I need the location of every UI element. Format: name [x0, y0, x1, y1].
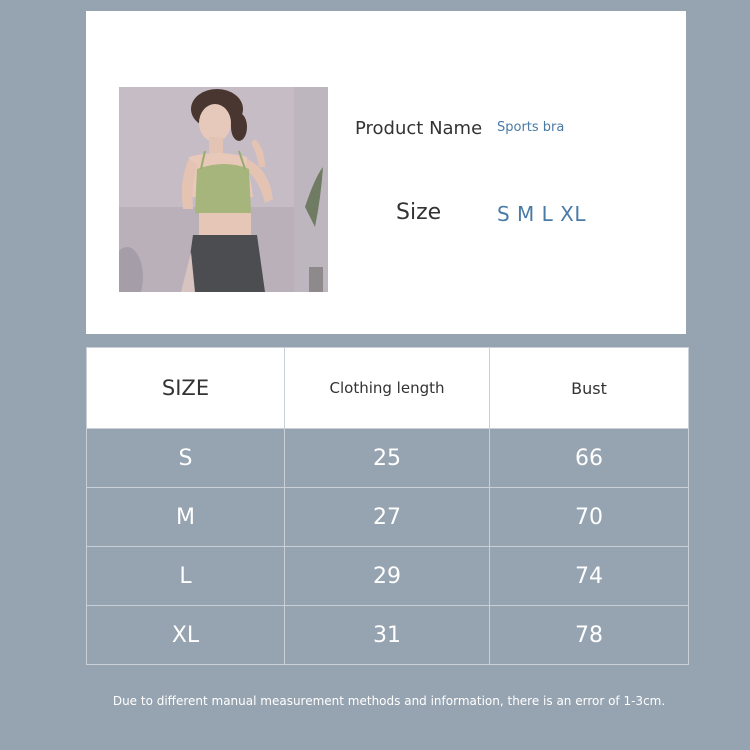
- table-row: [87, 488, 689, 547]
- cell-clothing-length: 27: [285, 488, 490, 547]
- cell-size: XL: [87, 606, 285, 665]
- size-label: Size: [396, 200, 442, 225]
- product-photo-illustration: [119, 87, 328, 292]
- table-row: [87, 606, 689, 665]
- product-name-value: Sports bra: [497, 120, 565, 135]
- size-options-value: S M L XL: [497, 202, 587, 226]
- table-row: [87, 547, 689, 606]
- cell-size: L: [87, 547, 285, 606]
- product-name-label: Product Name: [355, 118, 483, 139]
- size-chart-table: [86, 347, 689, 665]
- cell-size: S: [87, 429, 285, 488]
- size-chart-header-row: [87, 348, 689, 429]
- cell-clothing-length: 25: [285, 429, 490, 488]
- measurement-note: Due to different manual measurement methods and information, there is an error of 1-3cm.: [112, 694, 666, 708]
- cell-bust: 74: [490, 547, 689, 606]
- cell-bust: 78: [490, 606, 689, 665]
- cell-bust: 66: [490, 429, 689, 488]
- cell-size: M: [87, 488, 285, 547]
- cell-clothing-length: 29: [285, 547, 490, 606]
- cell-clothing-length: 31: [285, 606, 490, 665]
- header-clothing-length: Clothing length: [285, 348, 490, 429]
- header-bust: Bust: [490, 348, 689, 429]
- header-size: SIZE: [87, 348, 285, 429]
- cell-bust: 70: [490, 488, 689, 547]
- product-info-card: [86, 11, 686, 334]
- product-photo: [119, 87, 328, 292]
- table-row: [87, 429, 689, 488]
